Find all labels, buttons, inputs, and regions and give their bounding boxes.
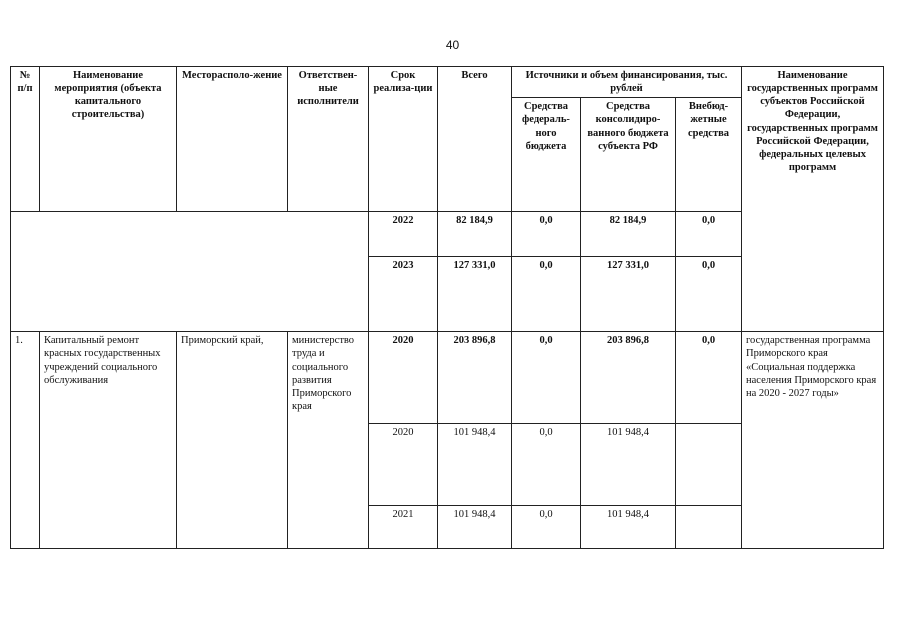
header-row <box>11 67 884 98</box>
cell-year: 2020 <box>369 424 438 506</box>
cell-year: 2020 <box>369 332 438 424</box>
cell-total: 101 948,4 <box>438 424 512 506</box>
header-responsible: Ответствен-ные исполнители <box>288 67 369 212</box>
cell-total: 101 948,4 <box>438 506 512 549</box>
cell-total: 82 184,9 <box>438 212 512 257</box>
header-regional: Средства консолидиро-ванного бюджета субъекта РФ <box>581 98 676 212</box>
cell-regional: 203 896,8 <box>581 332 676 424</box>
header-num: № п/п <box>11 67 40 212</box>
cell-item-name: Капитальный ремонт красных государственных учреждений социального обслуживания <box>40 332 177 549</box>
cell-federal: 0,0 <box>512 212 581 257</box>
cell-year: 2023 <box>369 257 438 332</box>
header-name: Наименование мероприятия (объекта капитального строительства) <box>40 67 177 212</box>
cell-extra: 0,0 <box>676 332 742 424</box>
cell-federal: 0,0 <box>512 332 581 424</box>
header-sources: Источники и объем финансирования, тыс. рублей <box>512 67 742 98</box>
cell-federal: 0,0 <box>512 506 581 549</box>
empty-merged-cell <box>11 212 369 332</box>
financing-table <box>10 66 884 549</box>
cell-extra: 0,0 <box>676 257 742 332</box>
header-total: Всего <box>438 67 512 212</box>
header-programs: Наименование государственных программ субъектов Российской Федерации, государственных программ Российской Федерации, федеральных целевых программ <box>742 67 884 332</box>
cell-regional: 127 331,0 <box>581 257 676 332</box>
cell-year: 2021 <box>369 506 438 549</box>
cell-extra <box>676 506 742 549</box>
cell-item-num: 1. <box>11 332 40 549</box>
cell-item-responsible: министерство труда и социального развития Приморского края <box>288 332 369 549</box>
header-extrabudget: Внебюд-жетные средства <box>676 98 742 212</box>
cell-federal: 0,0 <box>512 424 581 506</box>
cell-federal: 0,0 <box>512 257 581 332</box>
cell-extra: 0,0 <box>676 212 742 257</box>
header-location: Месторасполо-жение <box>177 67 288 212</box>
cell-regional: 101 948,4 <box>581 424 676 506</box>
cell-total: 203 896,8 <box>438 332 512 424</box>
table-row <box>11 332 884 424</box>
header-period: Срок реализа-ции <box>369 67 438 212</box>
header-federal: Средства федераль-ного бюджета <box>512 98 581 212</box>
cell-item-program: государственная программа Приморского края «Социальная поддержка населения Приморского края на 2020 - 2027 годы» <box>742 332 884 549</box>
cell-item-location: Приморский край, <box>177 332 288 549</box>
cell-extra <box>676 424 742 506</box>
cell-regional: 101 948,4 <box>581 506 676 549</box>
cell-total: 127 331,0 <box>438 257 512 332</box>
page-number: 40 <box>445 38 460 52</box>
cell-year: 2022 <box>369 212 438 257</box>
cell-regional: 82 184,9 <box>581 212 676 257</box>
